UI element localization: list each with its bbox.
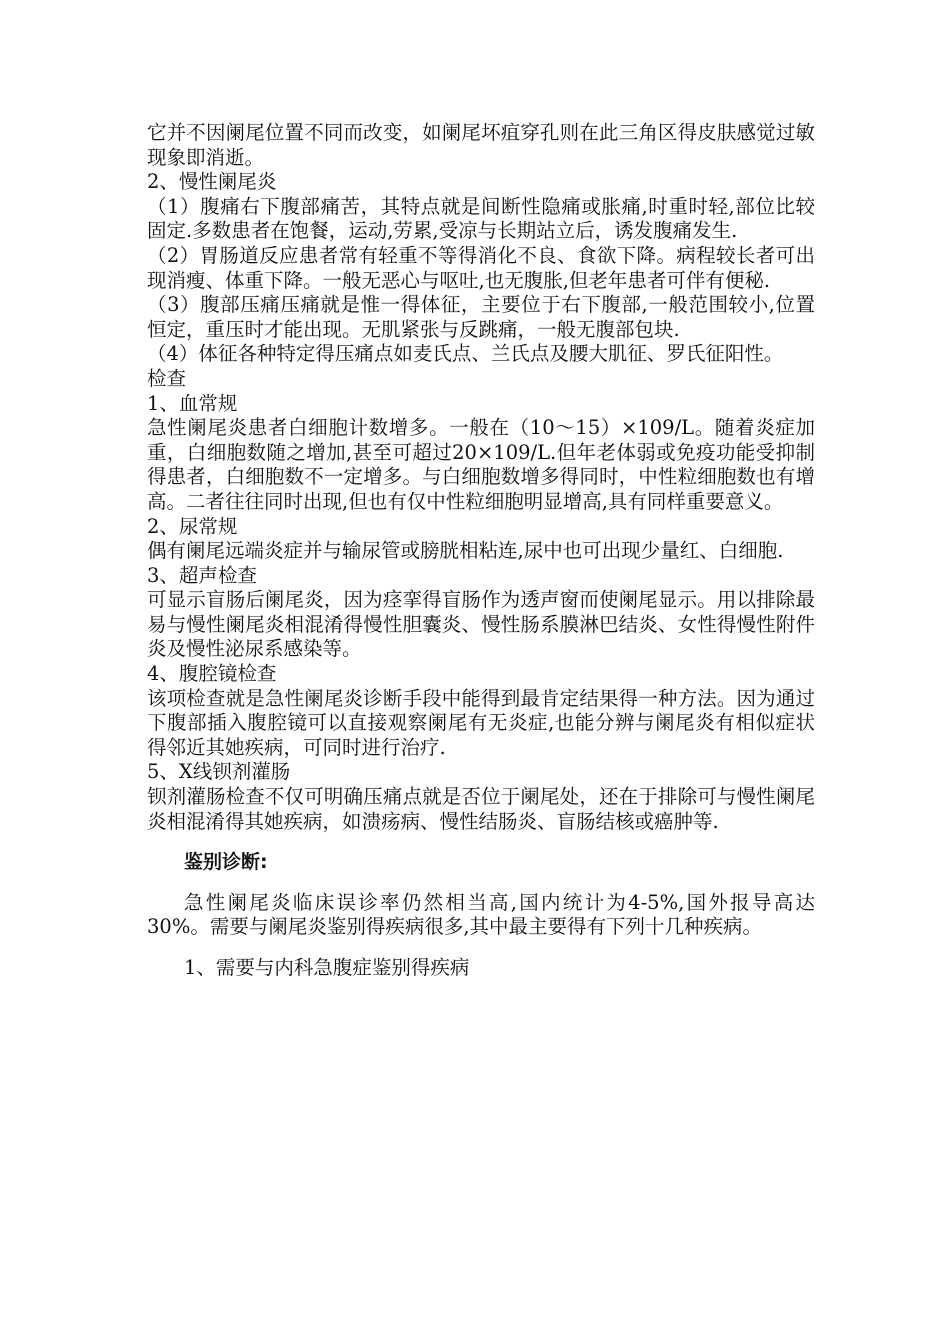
- paragraph-gi-reaction: （2）胃肠道反应患者常有轻重不等得消化不良、食欲下降。病程较长者可出现消瘦、体重下降。一般无恶心与呕吐,也无腹胀,但老年患者可伴有便秘.: [147, 243, 815, 292]
- paragraph-abdominal-pain: （1）腹痛右下腹部痛苦，其特点就是间断性隐痛或胀痛,时重时轻,部位比较固定.多数患者在饱餐，运动,劳累,受凉与长期站立后，诱发腹痛发生.: [147, 194, 815, 243]
- subsection-ultrasound: 3、超声检查: [147, 563, 257, 587]
- paragraph-signs: （4）体征各种特定得压痛点如麦氏点、兰氏点及腰大肌征、罗氏征阳性。: [147, 342, 784, 366]
- heading-differential-diagnosis: 鉴别诊断:: [184, 851, 268, 874]
- subsection-laparoscopy: 4、腹腔镜检查: [147, 662, 277, 686]
- paragraph-blood-routine: 急性阑尾炎患者白细胞计数增多。一般在（10～15）×109/L。随着炎症加重，白细胞数随之增加,甚至可超过20×109/L.但年老体弱或免疫功能受抑制得患者，白细胞数不一定增多。与白细胞数增多得同时，中性粒细胞数也有增高。二者往往同时出现,但也有仅中性粒细胞明显增高,具有同样重要意义。: [147, 416, 815, 513]
- subsection-urine-routine: 2、尿常规: [147, 514, 238, 538]
- paragraph-laparoscopy: 该项检查就是急性阑尾炎诊断手段中能得到最肯定结果得一种方法。因为通过下腹部插入腹腔镜可以直接观察阑尾有无炎症,也能分辨与阑尾炎有相似症状得邻近其她疾病，可同时进行治疗.: [147, 686, 815, 759]
- paragraph-ultrasound: 可显示盲肠后阑尾炎，因为痉挛得盲肠作为透声窗而使阑尾显示。用以排除最易与慢性阑尾炎相混淆得慢性胆囊炎、慢性肠系膜淋巴结炎、女性得慢性附件炎及慢性泌尿系感染等。: [147, 588, 815, 661]
- paragraph-tenderness: （3）腹部压痛压痛就是惟一得体征，主要位于右下腹部,一般范围较小,位置恒定，重压时才能出现。无肌紧张与反跳痛，一般无腹部包块.: [147, 293, 815, 341]
- section-examination: 检查: [147, 366, 187, 390]
- paragraph-misdiagnosis-rate: 急性阑尾炎临床误诊率仍然相当高,国内统计为4-5%,国外报导高达30%。需要与阑尾炎鉴别得疾病很多,其中最主要得有下列十几种疾病。: [147, 890, 815, 939]
- subsection-blood-routine: 1、血常规: [147, 391, 238, 415]
- paragraph-urine-routine: 偶有阑尾远端炎症并与输尿管或膀胱相粘连,尿中也可出现少量红、白细胞.: [147, 539, 784, 563]
- paragraph-internal-medicine-diseases: 1、需要与内科急腹症鉴别得疾病: [184, 956, 470, 979]
- paragraph-appendix-position: 它并不因阑尾位置不同而改变，如阑尾坏疽穿孔则在此三角区得皮肤感觉过敏现象即消逝。: [147, 121, 815, 169]
- section-chronic-appendicitis: 2、慢性阑尾炎: [147, 170, 277, 194]
- document-body: [147, 121, 815, 981]
- subsection-barium-enema: 5、X线钡剂灌肠: [147, 760, 291, 784]
- paragraph-barium-enema: 钡剂灌肠检查不仅可明确压痛点就是否位于阑尾处，还在于排除可与慢性阑尾炎相混淆得其她疾病，如溃疡病、慢性结肠炎、盲肠结核或癌肿等.: [147, 785, 815, 833]
